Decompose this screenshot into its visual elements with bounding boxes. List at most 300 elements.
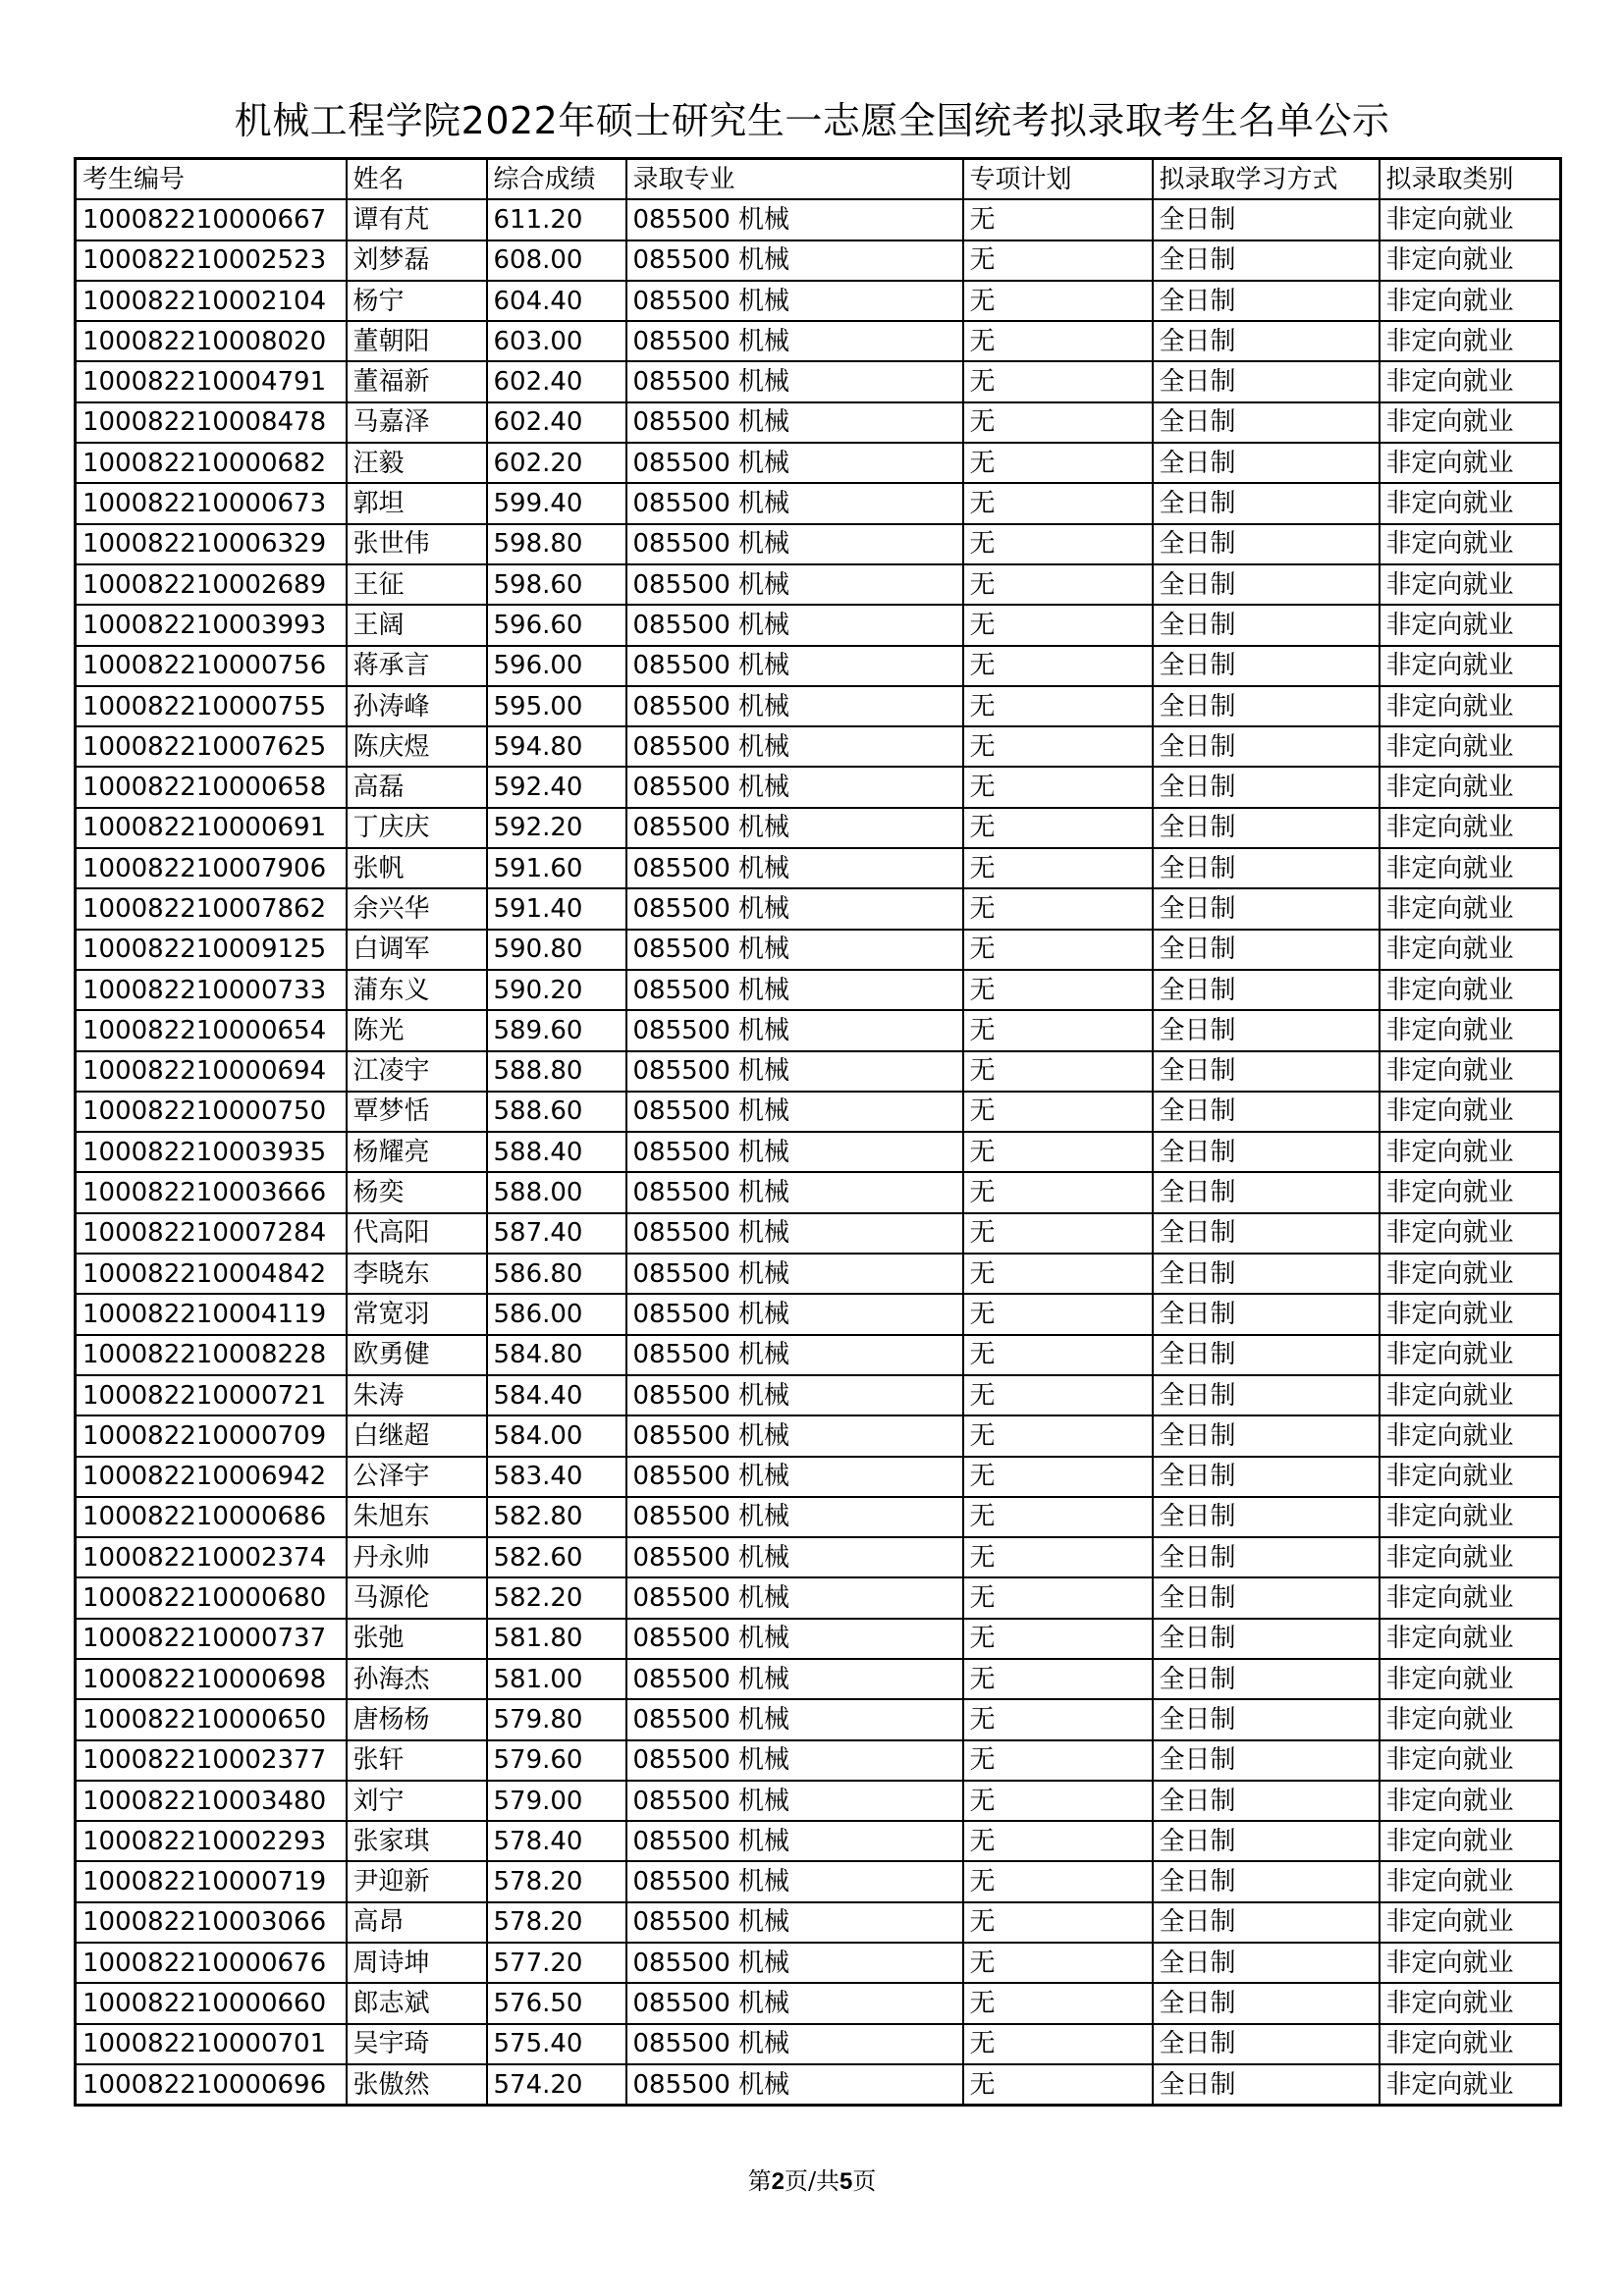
cell-name: 陈庆煜 bbox=[347, 726, 487, 767]
cell-study-mode: 全日制 bbox=[1153, 1213, 1380, 1254]
cell-candidate-id: 100082210000660 bbox=[76, 1983, 347, 2023]
cell-name: 张帆 bbox=[347, 848, 487, 888]
cell-name: 李晓东 bbox=[347, 1254, 487, 1294]
cell-name: 高磊 bbox=[347, 767, 487, 807]
page-title: 机械工程学院2022年硕士研究生一志愿全国统考拟录取考生名单公示 bbox=[234, 99, 1390, 142]
cell-category: 非定向就业 bbox=[1380, 321, 1561, 361]
table-row bbox=[76, 443, 1561, 483]
table-row bbox=[76, 1781, 1561, 1821]
cell-study-mode: 全日制 bbox=[1153, 1415, 1380, 1456]
table-header-row bbox=[76, 159, 1561, 200]
cell-name: 郭坦 bbox=[347, 483, 487, 523]
cell-score: 577.20 bbox=[487, 1943, 626, 1983]
cell-major: 085500 机械 bbox=[626, 1092, 963, 1132]
cell-special-plan: 无 bbox=[963, 726, 1153, 767]
cell-name: 常宽羽 bbox=[347, 1294, 487, 1334]
cell-study-mode: 全日制 bbox=[1153, 1943, 1380, 1983]
cell-name: 汪毅 bbox=[347, 443, 487, 483]
cell-study-mode: 全日制 bbox=[1153, 281, 1380, 321]
cell-name: 代高阳 bbox=[347, 1213, 487, 1254]
cell-special-plan: 无 bbox=[963, 1902, 1153, 1943]
cell-major: 085500 机械 bbox=[626, 848, 963, 888]
cell-category: 非定向就业 bbox=[1380, 848, 1561, 888]
cell-name: 王征 bbox=[347, 564, 487, 605]
cell-candidate-id: 100082210000698 bbox=[76, 1659, 347, 1699]
cell-score: 579.60 bbox=[487, 1740, 626, 1781]
cell-score: 584.00 bbox=[487, 1415, 626, 1456]
cell-major: 085500 机械 bbox=[626, 930, 963, 970]
cell-special-plan: 无 bbox=[963, 2024, 1153, 2064]
cell-candidate-id: 100082210004842 bbox=[76, 1254, 347, 1294]
table-row bbox=[76, 2024, 1561, 2064]
cell-score: 586.00 bbox=[487, 1294, 626, 1334]
table-row bbox=[76, 1132, 1561, 1172]
cell-special-plan: 无 bbox=[963, 321, 1153, 361]
cell-candidate-id: 100082210002689 bbox=[76, 564, 347, 605]
cell-major: 085500 机械 bbox=[626, 1132, 963, 1172]
cell-major: 085500 机械 bbox=[626, 1659, 963, 1699]
cell-candidate-id: 100082210009125 bbox=[76, 930, 347, 970]
cell-category: 非定向就业 bbox=[1380, 2064, 1561, 2106]
cell-category: 非定向就业 bbox=[1380, 726, 1561, 767]
table-row bbox=[76, 1457, 1561, 1497]
cell-major: 085500 机械 bbox=[626, 808, 963, 848]
cell-name: 刘梦磊 bbox=[347, 240, 487, 281]
cell-study-mode: 全日制 bbox=[1153, 1740, 1380, 1781]
cell-special-plan: 无 bbox=[963, 2064, 1153, 2106]
cell-category: 非定向就业 bbox=[1380, 1983, 1561, 2023]
cell-major: 085500 机械 bbox=[626, 2024, 963, 2064]
cell-candidate-id: 100082210000709 bbox=[76, 1415, 347, 1456]
cell-name: 唐杨杨 bbox=[347, 1699, 487, 1739]
cell-name: 孙海杰 bbox=[347, 1659, 487, 1699]
cell-study-mode: 全日制 bbox=[1153, 767, 1380, 807]
cell-category: 非定向就业 bbox=[1380, 1335, 1561, 1375]
cell-name: 张傲然 bbox=[347, 2064, 487, 2106]
cell-name: 江凌宇 bbox=[347, 1051, 487, 1092]
cell-candidate-id: 100082210000667 bbox=[76, 199, 347, 240]
cell-category: 非定向就业 bbox=[1380, 1577, 1561, 1618]
cell-study-mode: 全日制 bbox=[1153, 605, 1380, 645]
cell-category: 非定向就业 bbox=[1380, 240, 1561, 281]
cell-special-plan: 无 bbox=[963, 1861, 1153, 1901]
cell-special-plan: 无 bbox=[963, 767, 1153, 807]
cell-score: 582.20 bbox=[487, 1577, 626, 1618]
cell-special-plan: 无 bbox=[963, 1821, 1153, 1861]
table-row bbox=[76, 930, 1561, 970]
cell-name: 董朝阳 bbox=[347, 321, 487, 361]
cell-study-mode: 全日制 bbox=[1153, 1983, 1380, 2023]
cell-special-plan: 无 bbox=[963, 1294, 1153, 1334]
cell-candidate-id: 100082210000755 bbox=[76, 686, 347, 726]
cell-candidate-id: 100082210000701 bbox=[76, 2024, 347, 2064]
cell-study-mode: 全日制 bbox=[1153, 361, 1380, 401]
column-header-major: 录取专业 bbox=[626, 159, 963, 200]
table-row bbox=[76, 524, 1561, 564]
table-row bbox=[76, 1335, 1561, 1375]
cell-candidate-id: 100082210007284 bbox=[76, 1213, 347, 1254]
cell-category: 非定向就业 bbox=[1380, 1699, 1561, 1739]
cell-category: 非定向就业 bbox=[1380, 1497, 1561, 1537]
table-row bbox=[76, 1983, 1561, 2023]
cell-score: 598.60 bbox=[487, 564, 626, 605]
table-row bbox=[76, 321, 1561, 361]
cell-name: 覃梦恬 bbox=[347, 1092, 487, 1132]
cell-category: 非定向就业 bbox=[1380, 767, 1561, 807]
cell-major: 085500 机械 bbox=[626, 361, 963, 401]
cell-study-mode: 全日制 bbox=[1153, 1577, 1380, 1618]
cell-name: 丁庆庆 bbox=[347, 808, 487, 848]
cell-study-mode: 全日制 bbox=[1153, 1092, 1380, 1132]
table-row bbox=[76, 767, 1561, 807]
cell-candidate-id: 100082210000658 bbox=[76, 767, 347, 807]
cell-study-mode: 全日制 bbox=[1153, 1254, 1380, 1294]
cell-study-mode: 全日制 bbox=[1153, 2064, 1380, 2106]
cell-major: 085500 机械 bbox=[626, 443, 963, 483]
cell-study-mode: 全日制 bbox=[1153, 848, 1380, 888]
cell-score: 604.40 bbox=[487, 281, 626, 321]
cell-special-plan: 无 bbox=[963, 605, 1153, 645]
cell-candidate-id: 100082210003066 bbox=[76, 1902, 347, 1943]
cell-study-mode: 全日制 bbox=[1153, 1902, 1380, 1943]
footer-middle: 页/共 bbox=[784, 2167, 840, 2195]
cell-score: 578.20 bbox=[487, 1902, 626, 1943]
cell-name: 张弛 bbox=[347, 1619, 487, 1659]
cell-major: 085500 机械 bbox=[626, 888, 963, 929]
cell-score: 592.20 bbox=[487, 808, 626, 848]
cell-study-mode: 全日制 bbox=[1153, 1375, 1380, 1415]
cell-candidate-id: 100082210000721 bbox=[76, 1375, 347, 1415]
cell-name: 尹迎新 bbox=[347, 1861, 487, 1901]
cell-study-mode: 全日制 bbox=[1153, 1132, 1380, 1172]
cell-category: 非定向就业 bbox=[1380, 1943, 1561, 1983]
cell-major: 085500 机械 bbox=[626, 1943, 963, 1983]
cell-special-plan: 无 bbox=[963, 240, 1153, 281]
table-row bbox=[76, 888, 1561, 929]
cell-major: 085500 机械 bbox=[626, 767, 963, 807]
cell-score: 581.00 bbox=[487, 1659, 626, 1699]
cell-candidate-id: 100082210000696 bbox=[76, 2064, 347, 2106]
cell-major: 085500 机械 bbox=[626, 1254, 963, 1294]
cell-special-plan: 无 bbox=[963, 1132, 1153, 1172]
table-row bbox=[76, 1537, 1561, 1577]
cell-category: 非定向就业 bbox=[1380, 1415, 1561, 1456]
cell-major: 085500 机械 bbox=[626, 1457, 963, 1497]
cell-score: 591.60 bbox=[487, 848, 626, 888]
cell-score: 590.80 bbox=[487, 930, 626, 970]
cell-score: 608.00 bbox=[487, 240, 626, 281]
cell-special-plan: 无 bbox=[963, 1699, 1153, 1739]
cell-name: 白继超 bbox=[347, 1415, 487, 1456]
cell-name: 马源伦 bbox=[347, 1577, 487, 1618]
cell-category: 非定向就业 bbox=[1380, 1457, 1561, 1497]
cell-study-mode: 全日制 bbox=[1153, 1537, 1380, 1577]
cell-major: 085500 机械 bbox=[626, 1740, 963, 1781]
table-row bbox=[76, 564, 1561, 605]
column-header-name: 姓名 bbox=[347, 159, 487, 200]
cell-special-plan: 无 bbox=[963, 1577, 1153, 1618]
cell-score: 596.60 bbox=[487, 605, 626, 645]
cell-score: 579.00 bbox=[487, 1781, 626, 1821]
cell-category: 非定向就业 bbox=[1380, 970, 1561, 1010]
cell-major: 085500 机械 bbox=[626, 1821, 963, 1861]
cell-category: 非定向就业 bbox=[1380, 524, 1561, 564]
cell-candidate-id: 100082210000737 bbox=[76, 1619, 347, 1659]
cell-candidate-id: 100082210007906 bbox=[76, 848, 347, 888]
cell-category: 非定向就业 bbox=[1380, 930, 1561, 970]
cell-category: 非定向就业 bbox=[1380, 1051, 1561, 1092]
table-row bbox=[76, 281, 1561, 321]
cell-major: 085500 机械 bbox=[626, 1781, 963, 1821]
cell-major: 085500 机械 bbox=[626, 605, 963, 645]
cell-major: 085500 机械 bbox=[626, 281, 963, 321]
cell-name: 吴宇琦 bbox=[347, 2024, 487, 2064]
cell-category: 非定向就业 bbox=[1380, 1092, 1561, 1132]
cell-name: 张家琪 bbox=[347, 1821, 487, 1861]
cell-score: 595.00 bbox=[487, 686, 626, 726]
cell-category: 非定向就业 bbox=[1380, 1659, 1561, 1699]
cell-score: 592.40 bbox=[487, 767, 626, 807]
table-row bbox=[76, 1092, 1561, 1132]
column-header-special-plan: 专项计划 bbox=[963, 159, 1153, 200]
cell-major: 085500 机械 bbox=[626, 2064, 963, 2106]
cell-score: 594.80 bbox=[487, 726, 626, 767]
cell-special-plan: 无 bbox=[963, 524, 1153, 564]
cell-special-plan: 无 bbox=[963, 564, 1153, 605]
cell-category: 非定向就业 bbox=[1380, 1010, 1561, 1050]
cell-candidate-id: 100082210000686 bbox=[76, 1497, 347, 1537]
cell-major: 085500 机械 bbox=[626, 1902, 963, 1943]
cell-candidate-id: 100082210000719 bbox=[76, 1861, 347, 1901]
cell-category: 非定向就业 bbox=[1380, 483, 1561, 523]
cell-study-mode: 全日制 bbox=[1153, 646, 1380, 686]
cell-candidate-id: 100082210000756 bbox=[76, 646, 347, 686]
cell-major: 085500 机械 bbox=[626, 1415, 963, 1456]
footer-total-pages: 5 bbox=[839, 2168, 853, 2195]
cell-study-mode: 全日制 bbox=[1153, 524, 1380, 564]
cell-study-mode: 全日制 bbox=[1153, 402, 1380, 443]
page-footer bbox=[0, 2162, 1624, 2196]
column-header-candidate-id: 考生编号 bbox=[76, 159, 347, 200]
cell-major: 085500 机械 bbox=[626, 1172, 963, 1212]
footer-prefix: 第 bbox=[747, 2167, 772, 2195]
cell-score: 579.80 bbox=[487, 1699, 626, 1739]
cell-special-plan: 无 bbox=[963, 483, 1153, 523]
cell-study-mode: 全日制 bbox=[1153, 686, 1380, 726]
cell-study-mode: 全日制 bbox=[1153, 240, 1380, 281]
cell-candidate-id: 100082210000691 bbox=[76, 808, 347, 848]
cell-category: 非定向就业 bbox=[1380, 564, 1561, 605]
cell-study-mode: 全日制 bbox=[1153, 321, 1380, 361]
cell-special-plan: 无 bbox=[963, 1943, 1153, 1983]
cell-candidate-id: 100082210000680 bbox=[76, 1577, 347, 1618]
cell-special-plan: 无 bbox=[963, 686, 1153, 726]
table-row bbox=[76, 1861, 1561, 1901]
cell-special-plan: 无 bbox=[963, 1375, 1153, 1415]
table-body bbox=[76, 199, 1561, 2105]
cell-special-plan: 无 bbox=[963, 1092, 1153, 1132]
table-row bbox=[76, 646, 1561, 686]
cell-study-mode: 全日制 bbox=[1153, 1010, 1380, 1050]
cell-study-mode: 全日制 bbox=[1153, 970, 1380, 1010]
cell-score: 602.40 bbox=[487, 361, 626, 401]
cell-major: 085500 机械 bbox=[626, 1861, 963, 1901]
cell-candidate-id: 100082210006942 bbox=[76, 1457, 347, 1497]
cell-category: 非定向就业 bbox=[1380, 1821, 1561, 1861]
column-header-score: 综合成绩 bbox=[487, 159, 626, 200]
cell-name: 张轩 bbox=[347, 1740, 487, 1781]
cell-special-plan: 无 bbox=[963, 402, 1153, 443]
table-row bbox=[76, 1577, 1561, 1618]
cell-study-mode: 全日制 bbox=[1153, 443, 1380, 483]
cell-category: 非定向就业 bbox=[1380, 646, 1561, 686]
cell-category: 非定向就业 bbox=[1380, 1619, 1561, 1659]
cell-major: 085500 机械 bbox=[626, 1497, 963, 1537]
cell-study-mode: 全日制 bbox=[1153, 1659, 1380, 1699]
cell-special-plan: 无 bbox=[963, 1983, 1153, 2023]
cell-name: 蒋承言 bbox=[347, 646, 487, 686]
cell-name: 孙涛峰 bbox=[347, 686, 487, 726]
cell-special-plan: 无 bbox=[963, 1051, 1153, 1092]
cell-candidate-id: 100082210002104 bbox=[76, 281, 347, 321]
cell-candidate-id: 100082210000682 bbox=[76, 443, 347, 483]
cell-name: 谭有芃 bbox=[347, 199, 487, 240]
cell-special-plan: 无 bbox=[963, 281, 1153, 321]
cell-special-plan: 无 bbox=[963, 1659, 1153, 1699]
cell-study-mode: 全日制 bbox=[1153, 1497, 1380, 1537]
cell-category: 非定向就业 bbox=[1380, 1781, 1561, 1821]
cell-special-plan: 无 bbox=[963, 1213, 1153, 1254]
cell-special-plan: 无 bbox=[963, 1740, 1153, 1781]
cell-category: 非定向就业 bbox=[1380, 686, 1561, 726]
cell-candidate-id: 100082210002293 bbox=[76, 1821, 347, 1861]
cell-special-plan: 无 bbox=[963, 1172, 1153, 1212]
cell-major: 085500 机械 bbox=[626, 726, 963, 767]
cell-category: 非定向就业 bbox=[1380, 2024, 1561, 2064]
cell-score: 589.60 bbox=[487, 1010, 626, 1050]
cell-candidate-id: 100082210004119 bbox=[76, 1294, 347, 1334]
cell-name: 余兴华 bbox=[347, 888, 487, 929]
cell-special-plan: 无 bbox=[963, 1254, 1153, 1294]
cell-category: 非定向就业 bbox=[1380, 1172, 1561, 1212]
cell-name: 朱旭东 bbox=[347, 1497, 487, 1537]
cell-special-plan: 无 bbox=[963, 361, 1153, 401]
cell-candidate-id: 100082210000654 bbox=[76, 1010, 347, 1050]
cell-study-mode: 全日制 bbox=[1153, 564, 1380, 605]
cell-name: 刘宁 bbox=[347, 1781, 487, 1821]
cell-score: 583.40 bbox=[487, 1457, 626, 1497]
cell-name: 马嘉泽 bbox=[347, 402, 487, 443]
cell-score: 584.80 bbox=[487, 1335, 626, 1375]
cell-study-mode: 全日制 bbox=[1153, 1335, 1380, 1375]
cell-name: 蒲东义 bbox=[347, 970, 487, 1010]
table-row bbox=[76, 361, 1561, 401]
cell-score: 602.40 bbox=[487, 402, 626, 443]
cell-special-plan: 无 bbox=[963, 808, 1153, 848]
cell-score: 590.20 bbox=[487, 970, 626, 1010]
cell-study-mode: 全日制 bbox=[1153, 1699, 1380, 1739]
cell-candidate-id: 100082210008020 bbox=[76, 321, 347, 361]
cell-score: 587.40 bbox=[487, 1213, 626, 1254]
cell-category: 非定向就业 bbox=[1380, 1213, 1561, 1254]
table-row bbox=[76, 1821, 1561, 1861]
table-row bbox=[76, 848, 1561, 888]
table-row bbox=[76, 726, 1561, 767]
cell-candidate-id: 100082210002377 bbox=[76, 1740, 347, 1781]
cell-category: 非定向就业 bbox=[1380, 199, 1561, 240]
table-row bbox=[76, 808, 1561, 848]
cell-major: 085500 机械 bbox=[626, 483, 963, 523]
cell-score: 596.00 bbox=[487, 646, 626, 686]
table-row bbox=[76, 1375, 1561, 1415]
cell-category: 非定向就业 bbox=[1380, 1254, 1561, 1294]
cell-study-mode: 全日制 bbox=[1153, 2024, 1380, 2064]
cell-candidate-id: 100082210000676 bbox=[76, 1943, 347, 1983]
cell-name: 董福新 bbox=[347, 361, 487, 401]
cell-study-mode: 全日制 bbox=[1153, 1051, 1380, 1092]
cell-score: 586.80 bbox=[487, 1254, 626, 1294]
cell-category: 非定向就业 bbox=[1380, 1375, 1561, 1415]
cell-name: 白调军 bbox=[347, 930, 487, 970]
table-row bbox=[76, 1943, 1561, 1983]
cell-candidate-id: 100082210002374 bbox=[76, 1537, 347, 1577]
cell-name: 杨宁 bbox=[347, 281, 487, 321]
cell-score: 588.00 bbox=[487, 1172, 626, 1212]
cell-candidate-id: 100082210003666 bbox=[76, 1172, 347, 1212]
cell-name: 丹永帅 bbox=[347, 1537, 487, 1577]
table-row bbox=[76, 1254, 1561, 1294]
table-row bbox=[76, 1699, 1561, 1739]
cell-major: 085500 机械 bbox=[626, 1335, 963, 1375]
cell-name: 朱涛 bbox=[347, 1375, 487, 1415]
cell-candidate-id: 100082210002523 bbox=[76, 240, 347, 281]
cell-major: 085500 机械 bbox=[626, 1213, 963, 1254]
cell-name: 杨奕 bbox=[347, 1172, 487, 1212]
cell-major: 085500 机械 bbox=[626, 402, 963, 443]
cell-candidate-id: 100082210006329 bbox=[76, 524, 347, 564]
cell-candidate-id: 100082210008478 bbox=[76, 402, 347, 443]
cell-score: 602.20 bbox=[487, 443, 626, 483]
cell-score: 588.40 bbox=[487, 1132, 626, 1172]
table-row bbox=[76, 1051, 1561, 1092]
cell-candidate-id: 100082210000694 bbox=[76, 1051, 347, 1092]
cell-category: 非定向就业 bbox=[1380, 1861, 1561, 1901]
cell-score: 582.80 bbox=[487, 1497, 626, 1537]
cell-study-mode: 全日制 bbox=[1153, 483, 1380, 523]
cell-study-mode: 全日制 bbox=[1153, 1619, 1380, 1659]
table-row bbox=[76, 1010, 1561, 1050]
cell-major: 085500 机械 bbox=[626, 1010, 963, 1050]
column-header-study-mode: 拟录取学习方式 bbox=[1153, 159, 1380, 200]
cell-score: 575.40 bbox=[487, 2024, 626, 2064]
table-row bbox=[76, 1172, 1561, 1212]
cell-major: 085500 机械 bbox=[626, 1619, 963, 1659]
cell-major: 085500 机械 bbox=[626, 1699, 963, 1739]
cell-name: 公泽宇 bbox=[347, 1457, 487, 1497]
cell-major: 085500 机械 bbox=[626, 1294, 963, 1334]
cell-special-plan: 无 bbox=[963, 888, 1153, 929]
cell-score: 584.40 bbox=[487, 1375, 626, 1415]
table-row bbox=[76, 605, 1561, 645]
table-row bbox=[76, 1497, 1561, 1537]
cell-candidate-id: 100082210003993 bbox=[76, 605, 347, 645]
cell-score: 603.00 bbox=[487, 321, 626, 361]
cell-study-mode: 全日制 bbox=[1153, 199, 1380, 240]
cell-study-mode: 全日制 bbox=[1153, 1172, 1380, 1212]
cell-special-plan: 无 bbox=[963, 1497, 1153, 1537]
cell-score: 574.20 bbox=[487, 2064, 626, 2106]
footer-suffix: 页 bbox=[852, 2167, 877, 2195]
